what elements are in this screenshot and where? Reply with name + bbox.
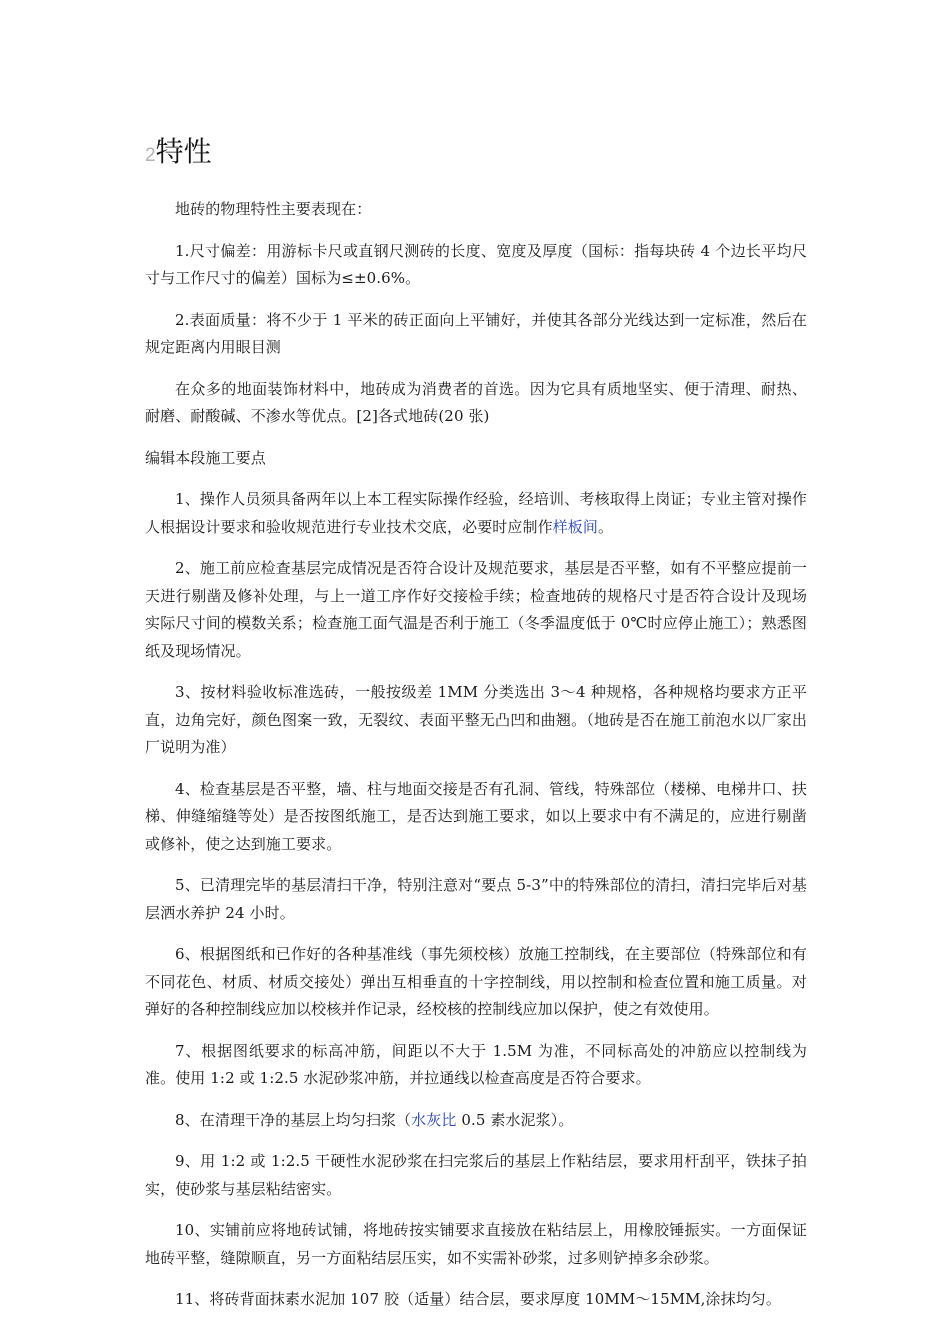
construction-item <box>145 1107 807 1135</box>
item-text: 2、施工前应检查基层完成情况是否符合设计及规范要求，基层是否平整，如有不平整应提前一天进行剔凿及修补处理，与上一道工序作好交接检手续；检查地砖的规格尺寸是否符合设计及现场实际尺寸间的模数关系；检查施工面气温是否利于施工（冬季温度低于 0℃时应停止施工）；熟悉图纸及现场情况。 <box>145 559 807 660</box>
item-text: 9、用 1:2 或 1:2.5 干硬性水泥砂浆在扫完浆后的基层上作粘结层，要求用杆刮平，铁抹子拍实，使砂浆与基层粘结密实。 <box>145 1152 807 1198</box>
paragraph: 2.表面质量：将不少于 1 平米的砖正面向上平铺好，并使其各部分光线达到一定标准，然后在规定距离内用眼目测 <box>145 310 807 356</box>
construction-item <box>145 679 807 762</box>
item-text: 11、将砖背面抹素水泥加 107 胶（适量）结合层，要求厚度 10MM～15MM,涂抹均匀。 <box>175 1290 782 1308</box>
construction-item <box>145 776 807 859</box>
construction-item <box>145 555 807 665</box>
item-text: 10、实铺前应将地砖试铺，将地砖按实铺要求直接放在粘结层上，用橡胶锤振实。一方面保证地砖平整，缝隙顺直，另一方面粘结层压实，如不实需补砂浆，过多则铲掉多余砂浆。 <box>145 1221 807 1267</box>
construction-item <box>145 1286 807 1314</box>
water-cement-ratio-link[interactable]: 水灰比 <box>411 1110 457 1129</box>
construction-item <box>145 1038 807 1093</box>
construction-item <box>145 872 807 927</box>
item-text: 1、操作人员须具备两年以上本工程实际操作经验，经培训、考核取得上岗证；专业主管对操作人根据设计要求和验收规范进行专业技术交底，必要时应制作 <box>145 490 807 536</box>
section-number: 2 <box>145 145 156 166</box>
sample-room-link[interactable]: 样板间 <box>552 517 599 536</box>
construction-item <box>145 1217 807 1272</box>
document-page <box>145 130 807 1328</box>
item-text: 5、已清理完毕的基层清扫干净，特别注意对“要点 5-3”中的特殊部位的清扫，清扫完毕后对基层洒水养护 24 小时。 <box>145 876 807 922</box>
subheading-edit-section: 编辑本段施工要点 <box>145 448 266 467</box>
section-heading <box>145 130 807 174</box>
item-text: 8、在清理干净的基层上均匀扫浆（ <box>175 1110 412 1129</box>
item-text-end: 0.5 素水泥浆）。 <box>456 1110 574 1129</box>
construction-item <box>145 486 807 541</box>
paragraph: 1.尺寸偏差：用游标卡尺或直钢尺测砖的长度、宽度及厚度（国标：指每块砖 4 个边长平均尺寸与工作尺寸的偏差）国标为≤±0.6%。 <box>145 241 807 287</box>
construction-item <box>145 1148 807 1203</box>
item-text-end: 。 <box>598 517 614 536</box>
paragraph: 地砖的物理特性主要表现在： <box>175 200 372 218</box>
section-title: 特性 <box>155 135 212 168</box>
item-text: 3、按材料验收标准选砖，一般按级差 1MM 分类选出 3～4 种规格，各种规格均要求方正平直，边角完好，颜色图案一致，无裂纹、表面平整无凸凹和曲翘。（地砖是否在施工前泡水以厂家出厂说明为准） <box>145 683 807 756</box>
paragraph: 在众多的地面装饰材料中，地砖成为消费者的首选。因为它具有质地坚实、便于清理、耐热、耐磨、耐酸碱、不渗水等优点。[2]各式地砖(20 张) <box>145 379 807 425</box>
item-text: 7、根据图纸要求的标高冲筋，间距以不大于 1.5M 为准，不同标高处的冲筋应以控制线为准。使用 1:2 或 1:2.5 水泥砂浆冲筋，并拉通线以检查高度是否符合要求。 <box>145 1041 807 1087</box>
item-text: 4、检查基层是否平整，墙、柱与地面交接是否有孔洞、管线，特殊部位（楼梯、电梯井口、扶梯、伸缝缩缝等处）是否按图纸施工，是否达到施工要求，如以上要求中有不满足的，应进行剔凿或修补，使之达到施工要求。 <box>145 779 807 853</box>
item-text: 6、根据图纸和已作好的各种基准线（事先须校核）放施工控制线，在主要部位（特殊部位和有不同花色、材质、材质交接处）弹出互相垂直的十字控制线，用以控制和检查位置和施工质量。对弹好的各种控制线应加以校核并作记录，经校核的控制线应加以保护，使之有效使用。 <box>145 945 807 1018</box>
construction-item <box>145 941 807 1024</box>
